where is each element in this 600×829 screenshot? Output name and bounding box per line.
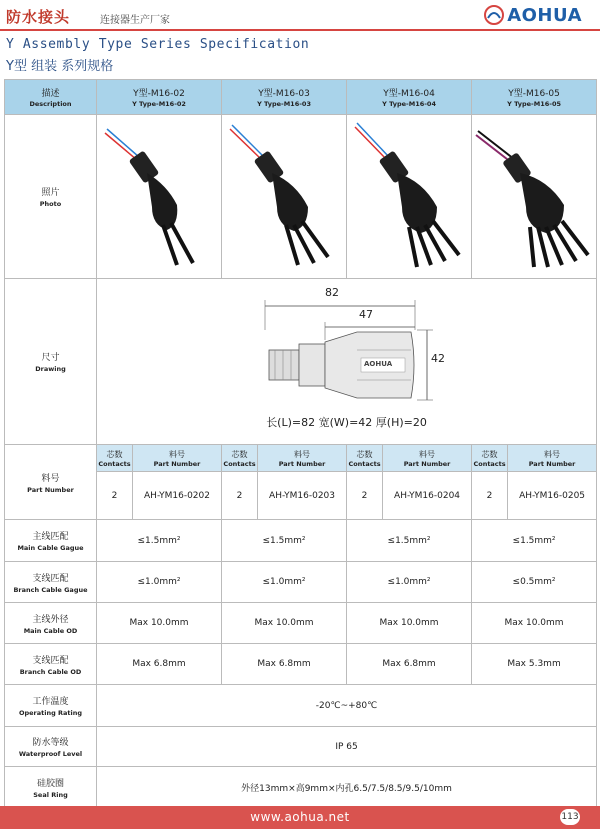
operating-rating-value: -20℃~+80℃ — [97, 685, 597, 727]
page-footer — [0, 806, 600, 829]
model-header-2: Y型-M16-03 Y Type-M16-03 — [222, 80, 347, 115]
main-cable-od-label: 主线外径 Main Cable OD — [5, 603, 97, 644]
photo-m16-05 — [472, 115, 597, 279]
part-number-1: AH-YM16-0202 — [133, 472, 222, 520]
main-cable-od-1: Max 10.0mm — [97, 603, 222, 644]
pn-header-4: 料号 Part Number — [508, 445, 597, 472]
main-cable-od-4: Max 10.0mm — [472, 603, 597, 644]
contacts-value-1: 2 — [97, 472, 133, 520]
main-cable-gauge-2: ≤1.5mm² — [222, 520, 347, 562]
branch-cable-gauge-4: ≤0.5mm² — [472, 562, 597, 603]
drawing-cell — [97, 279, 597, 445]
part-number-3: AH-YM16-0204 — [383, 472, 472, 520]
title-chinese: Y型 组装 系列规格 — [6, 59, 114, 74]
description-header: 描述 Description — [5, 80, 97, 115]
main-cable-od-3: Max 10.0mm — [347, 603, 472, 644]
main-cable-gauge-4: ≤1.5mm² — [472, 520, 597, 562]
waterproof-level-value: IP 65 — [97, 727, 597, 767]
dim-body: 47 — [359, 307, 373, 321]
photo-m16-03 — [222, 115, 347, 279]
dimension-drawing — [97, 280, 596, 444]
branch-cable-od-2: Max 6.8mm — [222, 644, 347, 685]
header-subtitle: 连接器生产厂家 — [100, 15, 170, 26]
contacts-header-4: 芯数 Contacts — [472, 445, 508, 472]
connector-5way-image — [472, 115, 596, 275]
dim-total: 82 — [325, 285, 339, 299]
website-link[interactable]: www.aohua.net — [250, 810, 350, 824]
photo-label: 照片 Photo — [5, 115, 97, 279]
model-header-3: Y型-M16-04 Y Type-M16-04 — [347, 80, 472, 115]
operating-rating-label: 工作温度 Operating Rating — [5, 685, 97, 727]
connector-4way-image — [347, 115, 471, 275]
model-header-4: Y型-M16-05 Y Type-M16-05 — [472, 80, 597, 115]
main-cable-gauge-label: 主线匹配 Main Cable Gague — [5, 520, 97, 562]
pn-header-1: 料号 Part Number — [133, 445, 222, 472]
branch-cable-od-4: Max 5.3mm — [472, 644, 597, 685]
part-number-4: AH-YM16-0205 — [508, 472, 597, 520]
main-cable-gauge-3: ≤1.5mm² — [347, 520, 472, 562]
pn-header-2: 料号 Part Number — [258, 445, 347, 472]
waterproof-level-label: 防水等级 Waterproof Level — [5, 727, 97, 767]
contacts-value-2: 2 — [222, 472, 258, 520]
part-number-2: AH-YM16-0203 — [258, 472, 347, 520]
contacts-value-3: 2 — [347, 472, 383, 520]
branch-cable-gauge-3: ≤1.0mm² — [347, 562, 472, 603]
dim-height: 42 — [431, 351, 445, 365]
page-header — [0, 0, 600, 30]
drawing-brand-mark: AOHUA — [364, 359, 393, 368]
dimension-note: 长(L)=82 宽(W)=42 厚(H)=20 — [266, 415, 427, 429]
logo-icon — [483, 4, 505, 26]
brand-name: AOHUA — [507, 4, 582, 26]
photo-m16-02 — [97, 115, 222, 279]
seal-ring-label: 硅胶圈 Seal Ring — [5, 767, 97, 809]
page-number: 113 — [560, 809, 580, 825]
main-cable-od-2: Max 10.0mm — [222, 603, 347, 644]
branch-cable-gauge-1: ≤1.0mm² — [97, 562, 222, 603]
title-english: Y Assembly Type Series Specification — [6, 37, 310, 52]
header-title: 防水接头 — [6, 8, 71, 26]
branch-cable-od-1: Max 6.8mm — [97, 644, 222, 685]
photo-m16-04 — [347, 115, 472, 279]
part-number-label: 料号 Part Number — [5, 445, 97, 520]
drawing-label: 尺寸 Drawing — [5, 279, 97, 445]
contacts-header-1: 芯数 Contacts — [97, 445, 133, 472]
branch-cable-od-label: 支线匹配 Branch Cable OD — [5, 644, 97, 685]
branch-cable-od-3: Max 6.8mm — [347, 644, 472, 685]
header-divider — [0, 29, 600, 31]
main-cable-gauge-1: ≤1.5mm² — [97, 520, 222, 562]
connector-2way-image — [97, 115, 221, 275]
contacts-header-2: 芯数 Contacts — [222, 445, 258, 472]
contacts-header-3: 芯数 Contacts — [347, 445, 383, 472]
spec-table — [4, 79, 597, 809]
brand-logo — [483, 4, 582, 26]
pn-header-3: 料号 Part Number — [383, 445, 472, 472]
branch-cable-gauge-2: ≤1.0mm² — [222, 562, 347, 603]
connector-3way-image — [222, 115, 346, 275]
seal-ring-value: 外径13mm×高9mm×内孔6.5/7.5/8.5/9.5/10mm — [97, 767, 597, 809]
model-header-1: Y型-M16-02 Y Type-M16-02 — [97, 80, 222, 115]
branch-cable-gauge-label: 支线匹配 Branch Cable Gague — [5, 562, 97, 603]
contacts-value-4: 2 — [472, 472, 508, 520]
